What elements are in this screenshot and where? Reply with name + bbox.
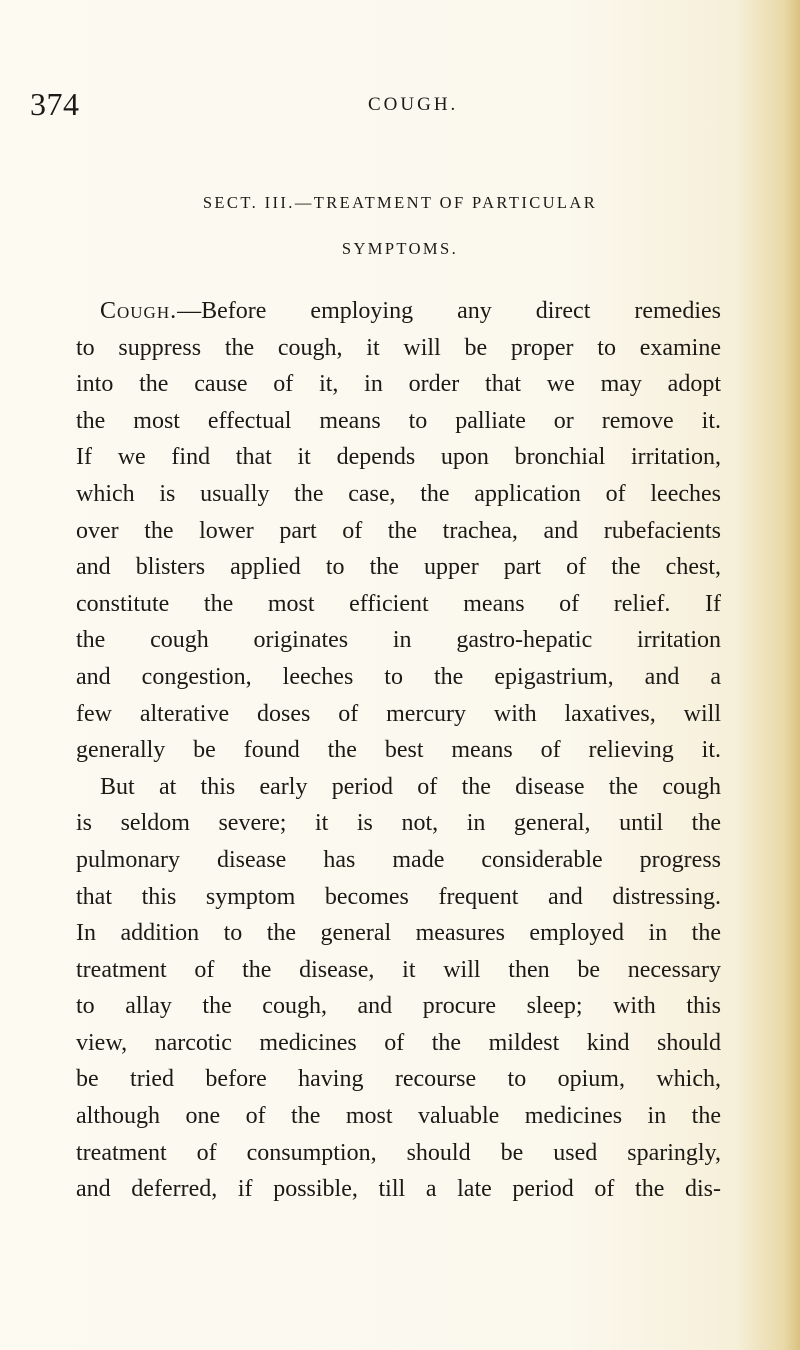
lead-word: Cough. bbox=[100, 298, 178, 324]
text-line: into the cause of it, in order that we may adopt bbox=[76, 371, 721, 398]
text-line: the most effectual means to palliate or remove it. bbox=[76, 407, 721, 434]
text-line: But at this early period of the disease the cough bbox=[100, 773, 721, 800]
text-line: pulmonary disease has made considerable progress bbox=[76, 846, 721, 873]
text-line: and blisters applied to the upper part of the chest, bbox=[76, 554, 721, 581]
text-line: treatment of consumption, should be used sparingly, bbox=[76, 1139, 721, 1166]
text-line: few alterative doses of mercury with laxatives, will bbox=[76, 700, 721, 727]
text-line bbox=[76, 293, 721, 330]
text-line: and congestion, leeches to the epigastrium, and a bbox=[76, 663, 721, 690]
text-line: the cough originates in gastro-hepatic irritation bbox=[76, 627, 721, 654]
text-line: In addition to the general measures employed in the bbox=[76, 920, 721, 947]
text-line: be tried before having recourse to opium, which, bbox=[76, 1066, 721, 1093]
text-line: that this symptom becomes frequent and distressing. bbox=[76, 883, 721, 910]
text-line: treatment of the disease, it will then be necessary bbox=[76, 956, 721, 983]
text-line: generally be found the best means of relieving it. bbox=[76, 737, 721, 764]
running-head: COUGH. bbox=[368, 94, 459, 115]
page-number: 374 bbox=[30, 86, 80, 122]
text-line: If we find that it depends upon bronchial irritation, bbox=[76, 444, 721, 471]
text-line: which is usually the case, the application of leeches bbox=[76, 480, 721, 507]
section-heading-line-1: SECT. III.—TREATMENT OF PARTICULAR bbox=[202, 193, 598, 212]
text-line: to suppress the cough, it will be proper to examine bbox=[76, 334, 721, 361]
text-line: although one of the most valuable medicines in the bbox=[76, 1103, 721, 1130]
section-heading-line-2: SYMPTOMS. bbox=[341, 239, 459, 258]
text-line: over the lower part of the trachea, and rubefacients bbox=[76, 517, 721, 544]
page-header bbox=[30, 84, 730, 124]
text-line: is seldom severe; it is not, in general, until the bbox=[76, 810, 721, 837]
section-heading bbox=[80, 180, 720, 272]
body-text bbox=[76, 293, 721, 1208]
text-line: view, narcotic medicines of the mildest kind should bbox=[76, 1029, 721, 1056]
text-line: and deferred, if possible, till a late period of the dis- bbox=[76, 1176, 721, 1203]
text-line: constitute the most efficient means of relief. If bbox=[76, 590, 721, 617]
text-line-content: —Before employing any direct remedies bbox=[177, 298, 721, 324]
text-line: to allay the cough, and procure sleep; with this bbox=[76, 993, 721, 1020]
